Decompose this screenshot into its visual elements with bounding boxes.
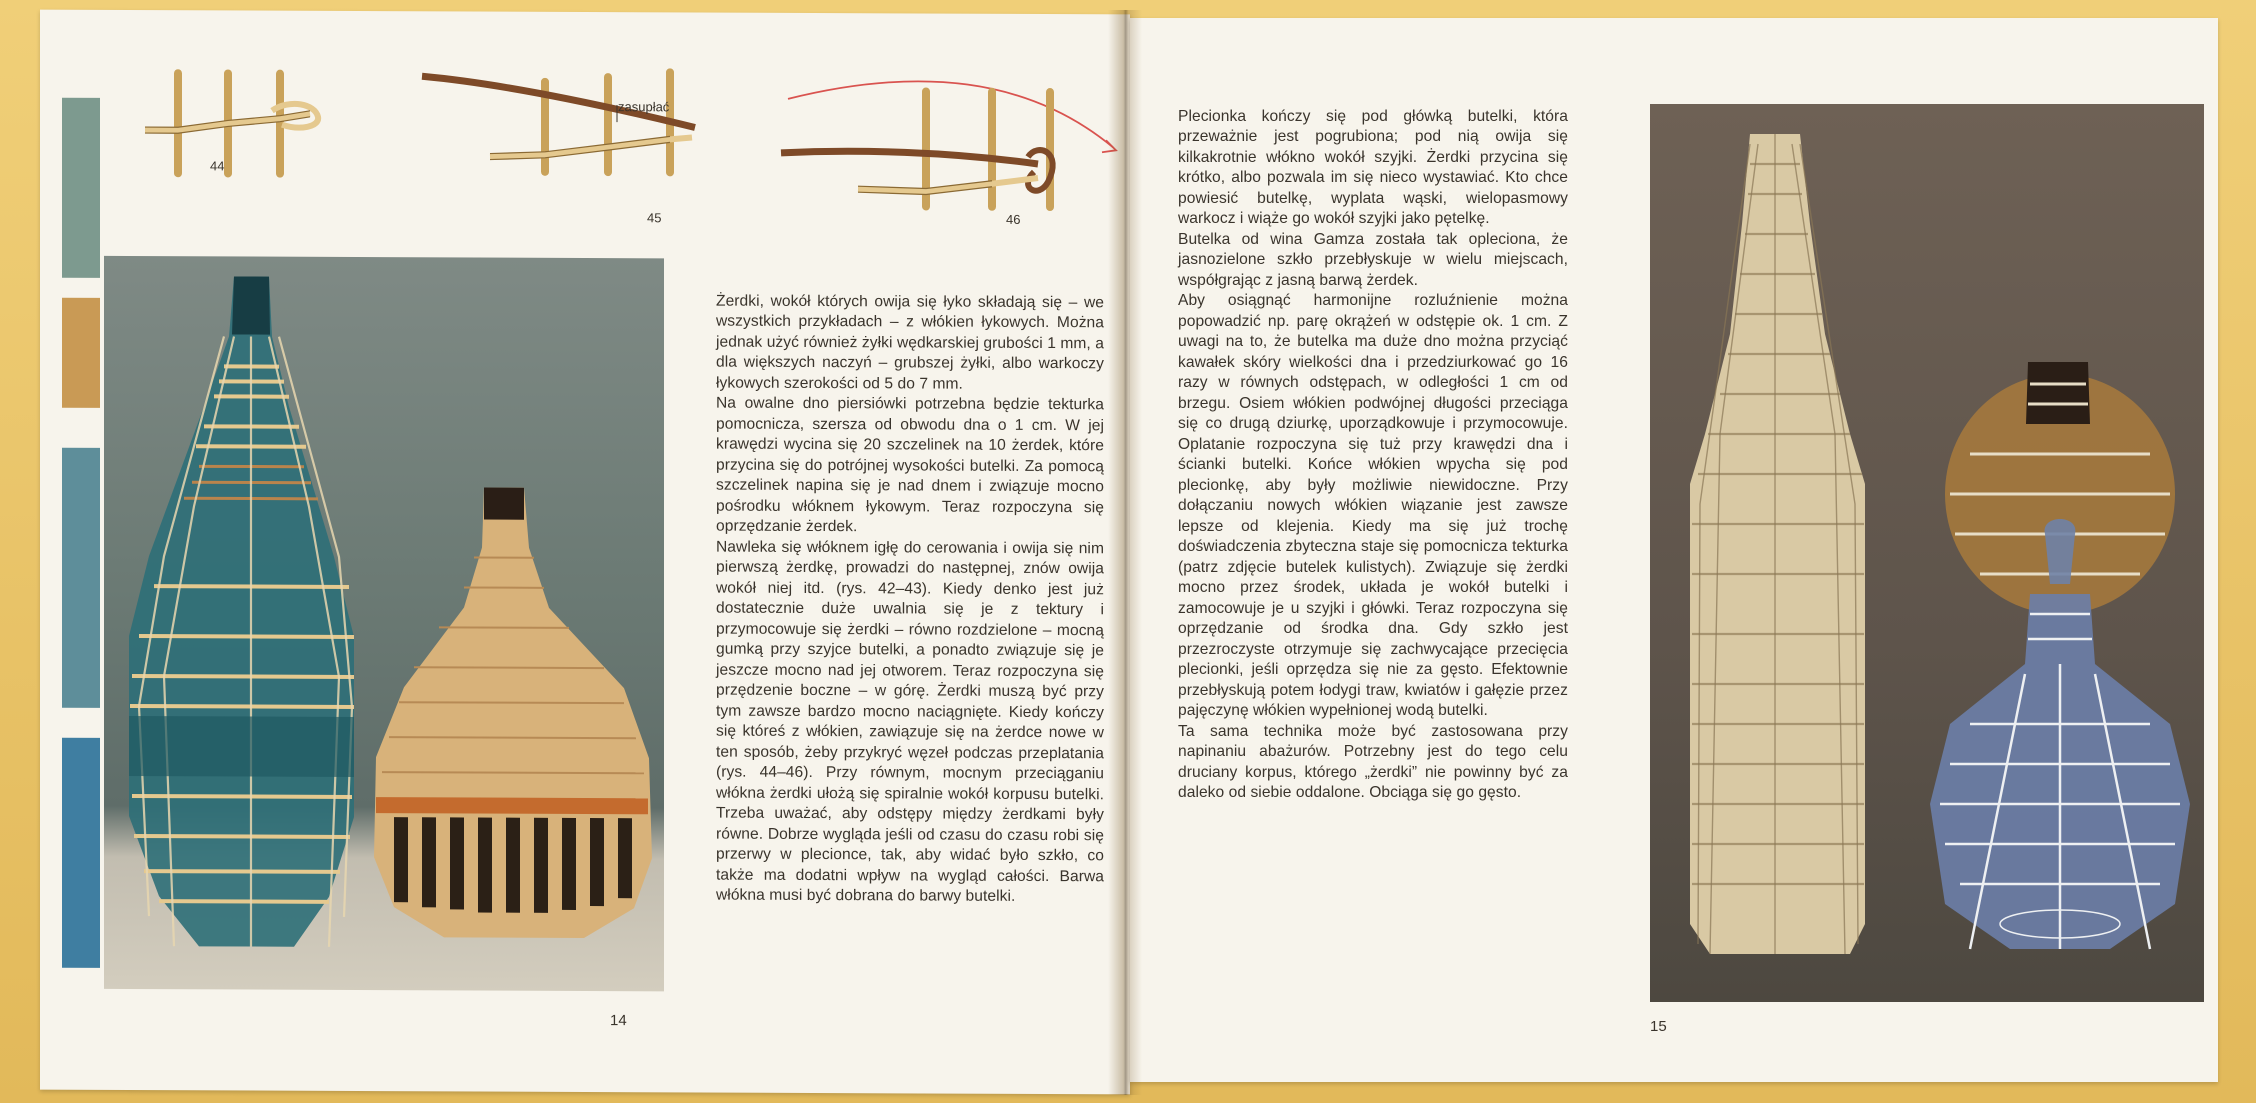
figure-46-label: 46 [1006,211,1021,227]
right-paragraph-2: Butelka od wina Gamza została tak opleciona, że jasnozielone szkło przebłyskuje w wielu miejscach, współgrając z jasną barwą żerdek. [1178,230,1568,289]
figure-44-label: 44 [210,158,225,174]
right-page [1130,18,2218,1082]
photo-braided-bottles-right [1650,104,2204,1002]
left-paragraph-2: Na owalne dno piersiówki potrzebna będzie tekturka pomocnicza, szersza od obwodu dna o 1 cm. W jej krawędzi wycina się 20 szczelinek na 10 żerdek, które przycina się do potrójnej wysokości butelki. Za pomocą szczelinek napina się je nad dnem i związuje mocno pośrodku włóknem łykowym. Teraz rozpoczyna się oprzędzanie żerdek. [716,394,1104,536]
figure-45-annotation: zasupłać [618,99,670,115]
left-paragraph-3: Nawleka się włóknem igłę do cerowania i owija się nim pierwszą żerdkę, prowadzi do następnej, znów owija wokół niej itd. (rys. 42–43). Kiedy denko jest już dostatecznie duże uwalnia się je z tektury i przymocowuje się żerdki – równo rozdzielone – mocną gumką przy szyjce butelki, a ponadto związuje się je jeszcze mocno nad jej otworem. Teraz rozpoczyna się przędzenie boczne – w górę. Żerdki muszą być przy tym zawsze bardzo mocno naciągnięte. Kiedy kończy się któreś z włókien, zawiązuje się na żerdce nowe w ten sposób, żeby przykryć węzeł podczas przeplatania (rys. 44–46). Przy równym, mocnym przeciąganiu włókna żerdki ułożą się spiralnie wokół korpusu butelki. Trzeba uważać, aby odstępy między żerdkami były równe. Dobrze wygląda jeśli od czasu do czasu robi się przerwy w plecionce, tak, aby widać było szkło, co także ma dodatni wpływ na wygląd całości. Barwa włókna musi być dobrana do barwy butelki. [716,538,1104,905]
left-paragraph-1: Żerdki, wokół których owija się łyko składają się – we wszystkich przykładach – z włókien łykowych. Można jednak użyć również żyłki wędkarskiej grubości 1 mm, a dla większych naczyń – grubszej żyłki, albo warkoczy łykowych szerokości od 5 do 7 mm. [716,292,1104,393]
bottle-illustration-left [104,256,664,991]
figure-45-label: 45 [647,210,662,226]
right-paragraph-4: Ta sama technika może być zastosowana przy napinaniu abażurów. Potrzebny jest do tego celu druciany korpus, którego „żerdki” nie powinny być za daleko od siebie oddalone. Obciąga się go gęsto. [1178,722,1568,801]
figure-45-diagram [420,56,705,177]
bottle-illustration-right [1650,104,2204,1002]
page-number-right: 15 [1650,1018,1667,1035]
photo-braided-bottles-left [104,256,664,991]
page-edge-strips [62,98,100,978]
figure-46-diagram [738,71,1138,223]
left-page-text [716,271,1104,908]
left-page [40,10,1130,1095]
page-number-left: 14 [610,1012,627,1030]
right-page-text [1178,86,1568,804]
figure-44-diagram [140,68,340,179]
right-paragraph-3: Aby osiągnąć harmonijne rozluźnienie można popowadzić np. parę okrążeń w odstępie ok. 1 cm. Z uwagi na to, że butelka ma duże dno można przyciąć kawałek skóry wielkości dna i przedziurkować go 16 razy w równych odstępach, w odległości 1 cm od brzegu. Osiem włókien podwójnej długości przeciąga się co drugą dziurkę, uporządkowuje i przymocowuje. Oplatanie rozpoczyna się tuż przy krawędzi dna i ścianki butelki. Końce włókien wpycha się pod plecionkę, aby były możliwie niewidoczne. Przy dołączaniu nowych włókien wiązanie jest zawsze lepsze od klejenia. Kiedy ma się już trochę doświadczenia zbyteczna staje się pomocnicza tekturka (patrz zdjęcie butelek kulistych). Związuje się żerdki mocno przez środek, układa je wokół butelki i zamocowuje je u szyjki i główki. Teraz rozpoczyna się oprzędzanie od środka dna. Gdy szkło jest przezroczyste otrzymuje się zachwycające przecięcia plecionki, jeśli oprzędza się nie za gęsto. Efektownie przebłyskują potem łodygi traw, kwiatów i gałęzie przez pajęczynę włókien wypełnionej wodą butelki. [1178,292,1568,719]
book-spine [1108,10,1142,1095]
right-paragraph-1: Plecionka kończy się pod główką butelki, która przeważnie jest pogrubiona; pod nią owija się kilkakrotnie włókno wokół szyjki. Żerdki przycina się krótko, albo pozwala im się nieco wystawiać. Kto chce powiesić butelkę, wyplata wąski, wielopasmowy warkocz i wiąże go wokół szyjki jako pętelkę. [1178,107,1568,227]
